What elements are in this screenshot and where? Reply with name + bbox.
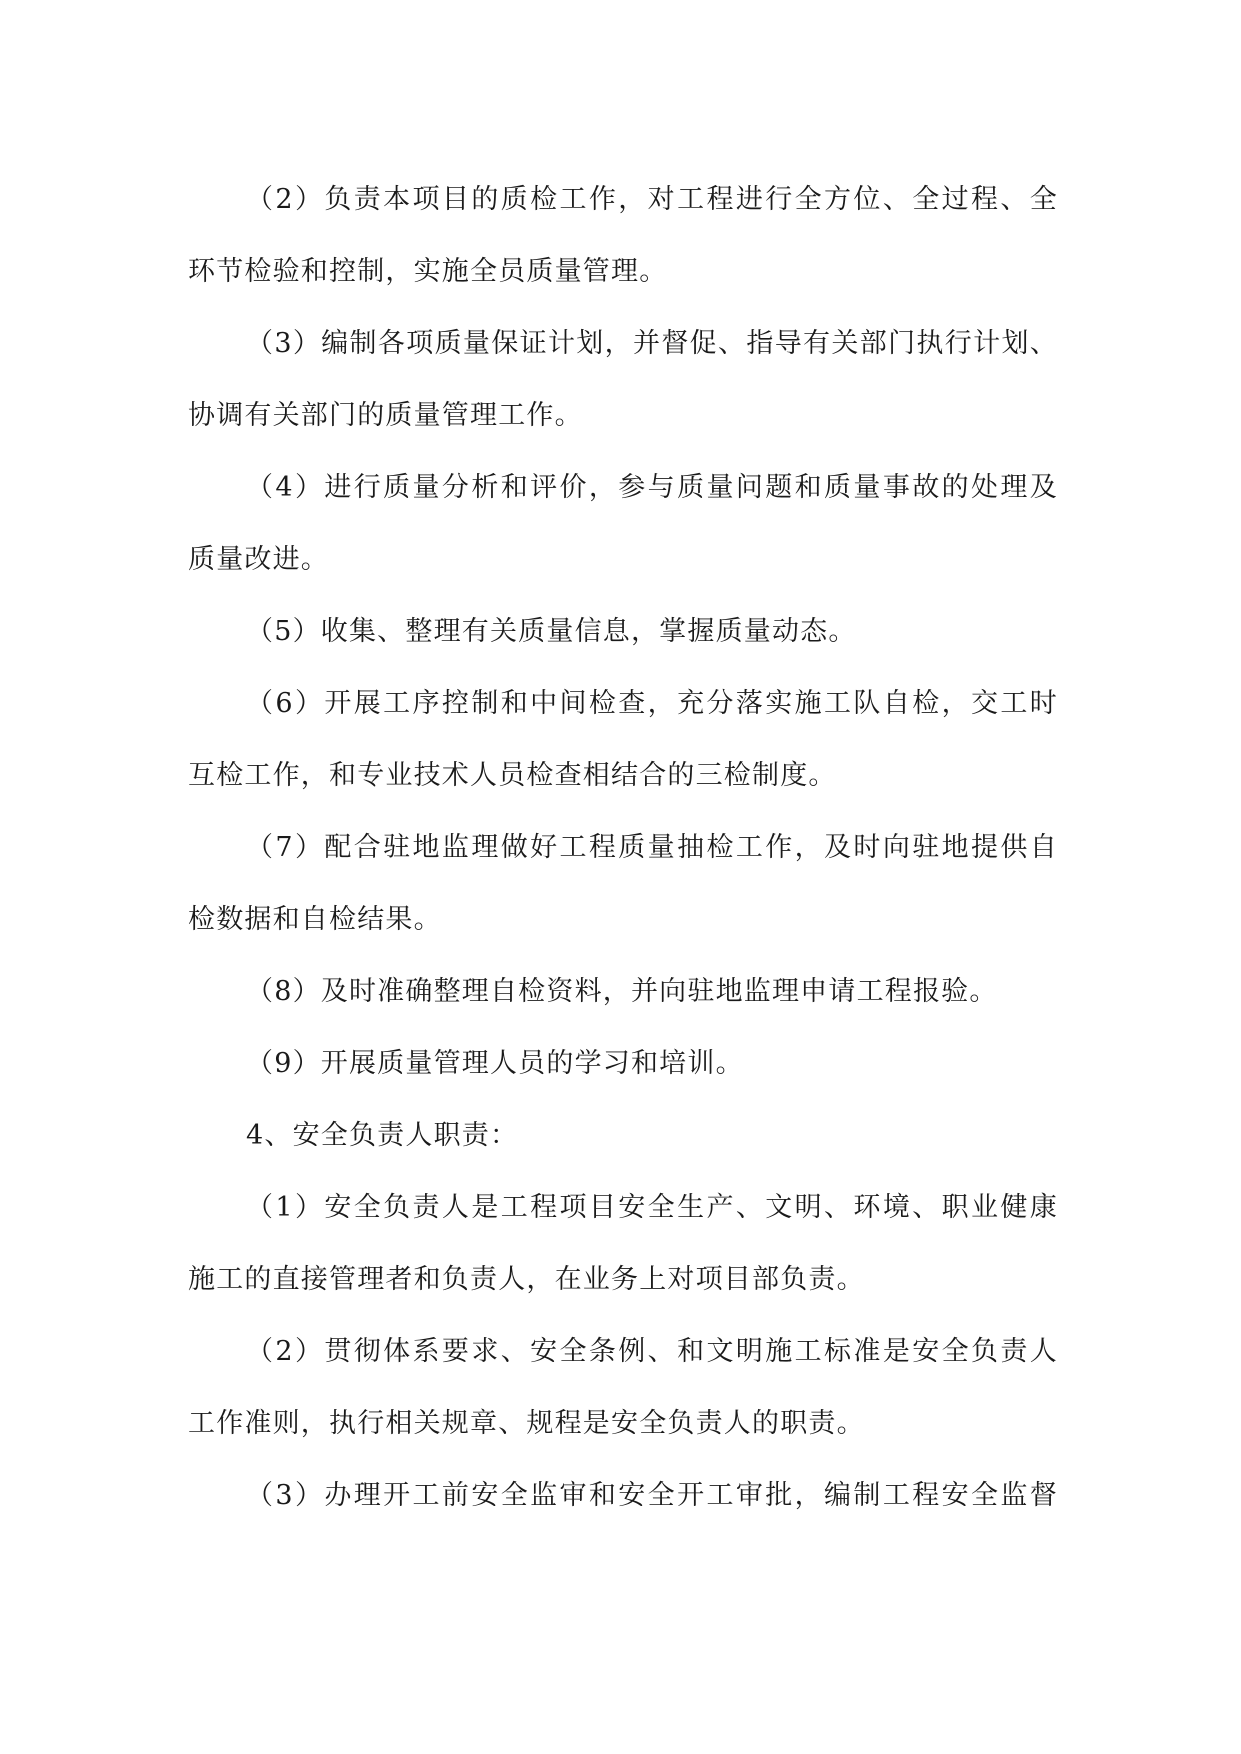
paragraph-line: （8）及时准确整理自检资料，并向驻地监理申请工程报验。 bbox=[246, 976, 998, 1007]
paragraph-line: 工作准则，执行相关规章、规程是安全负责人的职责。 bbox=[188, 1408, 865, 1439]
paragraph-line: （9）开展质量管理人员的学习和培训。 bbox=[246, 1048, 744, 1079]
paragraph-line: （6）开展工序控制和中间检查，充分落实施工队自检，交工时 bbox=[246, 688, 1058, 719]
paragraph-line: （7）配合驻地监理做好工程质量抽检工作，及时向驻地提供自 bbox=[246, 832, 1058, 863]
paragraph-line: （2）贯彻体系要求、安全条例、和文明施工标准是安全负责人 bbox=[246, 1336, 1058, 1367]
paragraph-line: （1）安全负责人是工程项目安全生产、文明、环境、职业健康 bbox=[246, 1192, 1058, 1223]
paragraph-line: （3）编制各项质量保证计划，并督促、指导有关部门执行计划、 bbox=[246, 328, 1058, 359]
paragraph-line: 施工的直接管理者和负责人，在业务上对项目部负责。 bbox=[188, 1264, 865, 1295]
paragraph-line: （2）负责本项目的质检工作，对工程进行全方位、全过程、全 bbox=[246, 184, 1058, 215]
paragraph-line: （5）收集、整理有关质量信息，掌握质量动态。 bbox=[246, 616, 857, 647]
paragraph-line: （3）办理开工前安全监审和安全开工审批，编制工程安全监督 bbox=[246, 1480, 1058, 1511]
paragraph-line: 质量改进。 bbox=[188, 544, 329, 575]
paragraph-line: 互检工作，和专业技术人员检查相结合的三检制度。 bbox=[188, 760, 837, 791]
paragraph-line: 环节检验和控制，实施全员质量管理。 bbox=[188, 256, 668, 287]
paragraph-line: 协调有关部门的质量管理工作。 bbox=[188, 400, 583, 431]
section-heading: 4、安全负责人职责： bbox=[246, 1120, 519, 1151]
paragraph-line: 检数据和自检结果。 bbox=[188, 904, 442, 935]
paragraph-line: （4）进行质量分析和评价，参与质量问题和质量事故的处理及 bbox=[246, 472, 1058, 503]
